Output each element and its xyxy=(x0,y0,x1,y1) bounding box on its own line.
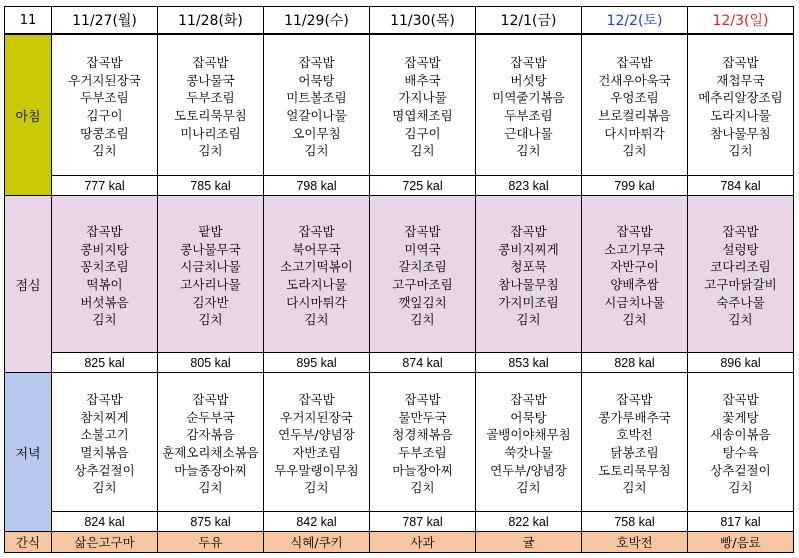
menu-item: 고구마조림 xyxy=(392,277,453,292)
menu-item: 순두부국 xyxy=(186,409,235,425)
menu-item: 잡곡밥 xyxy=(192,392,229,408)
menu-item: 청포묵 xyxy=(510,259,547,275)
kcal-value: 784 kal xyxy=(688,176,794,196)
menu-item: 소고기무국 xyxy=(604,241,665,257)
menu-cell xyxy=(688,373,794,512)
menu-item: 연두부/양념장 xyxy=(278,427,355,443)
menu-item: 무우말랭이무침 xyxy=(274,462,359,478)
menu-item: 오이무침 xyxy=(292,125,341,141)
menu-item: 김치 xyxy=(622,480,647,496)
menu-item: 북어무국 xyxy=(292,241,341,257)
kcal-value: 825 kal xyxy=(52,353,158,373)
menu-item: 골뱅이야채무침 xyxy=(486,427,571,443)
menu-item: 김구이 xyxy=(86,108,123,123)
menu-item: 가지미조림 xyxy=(498,294,559,310)
menu-cell xyxy=(370,196,476,353)
kcal-value: 758 kal xyxy=(582,512,688,532)
menu-item: 소불고기 xyxy=(80,427,129,443)
menu-cell xyxy=(52,373,158,512)
menu-item: 연두부/양념장 xyxy=(490,462,567,478)
menu-item: 도토리묵무침 xyxy=(174,108,247,123)
menu-item: 김치 xyxy=(304,312,329,328)
menu-item: 김치 xyxy=(516,312,541,328)
kcal-value: 853 kal xyxy=(476,353,582,373)
menu-cell xyxy=(370,34,476,176)
menu-cell xyxy=(688,196,794,353)
menu-item: 잡곡밥 xyxy=(616,224,653,240)
dinner-kcal-row xyxy=(5,512,794,532)
menu-item: 팥밥 xyxy=(198,224,223,240)
menu-cell xyxy=(688,34,794,176)
menu-item: 재첩무국 xyxy=(716,72,765,88)
menu-cell xyxy=(370,373,476,512)
weekly-meal-table xyxy=(4,6,794,553)
menu-item: 다시마튀각 xyxy=(286,294,347,310)
snack-item: 식혜/쿠키 xyxy=(264,532,370,553)
menu-item: 훈제오리채소볶음 xyxy=(162,445,259,460)
menu-item: 김치 xyxy=(92,143,117,159)
menu-item: 잡곡밥 xyxy=(404,55,441,71)
menu-item: 자반구이 xyxy=(610,259,659,275)
menu-item: 잡곡밥 xyxy=(722,224,759,240)
menu-item: 명엽채조림 xyxy=(392,108,453,123)
snack-item: 삶은고구마 xyxy=(52,532,158,553)
menu-item: 마늘장아찌 xyxy=(392,462,453,478)
menu-item: 코다리조림 xyxy=(710,259,771,275)
menu-item: 마늘종장아찌 xyxy=(174,462,247,478)
snack-item: 두유 xyxy=(158,532,264,553)
breakfast-kcal-row xyxy=(5,176,794,196)
lunch-kcal-row xyxy=(5,353,794,373)
menu-item: 도라지나물 xyxy=(710,108,771,123)
menu-cell xyxy=(264,373,370,512)
dinner-menu-row xyxy=(5,373,794,512)
month-label: 11 xyxy=(5,7,52,35)
menu-item: 새송이볶음 xyxy=(710,427,771,443)
menu-item: 땅콩조림 xyxy=(80,125,129,141)
menu-item: 콩나물무국 xyxy=(180,241,241,257)
day-header: 11/28(화) xyxy=(158,7,264,35)
menu-item: 도라지나물 xyxy=(286,277,347,292)
breakfast-menu-row xyxy=(5,34,794,176)
menu-item: 청경채볶음 xyxy=(392,427,453,443)
snack-label: 간식 xyxy=(5,532,52,553)
menu-cell xyxy=(264,34,370,176)
menu-item: 참치찌게 xyxy=(80,409,129,425)
menu-item: 김자반 xyxy=(192,294,229,310)
menu-item: 잡곡밥 xyxy=(86,392,123,408)
lunch-label: 점심 xyxy=(5,196,52,373)
lunch-menu-row xyxy=(5,196,794,353)
kcal-value: 875 kal xyxy=(158,512,264,532)
breakfast-label: 아침 xyxy=(5,34,52,196)
kcal-value: 805 kal xyxy=(158,353,264,373)
menu-item: 양배추쌈 xyxy=(610,277,659,292)
dinner-label: 저녁 xyxy=(5,373,52,532)
menu-item: 건새우아욱국 xyxy=(598,72,671,88)
menu-item: 시금치나물 xyxy=(180,259,241,275)
menu-item: 콩나물국 xyxy=(186,72,235,88)
menu-item: 잡곡밥 xyxy=(510,224,547,240)
menu-item: 미역국 xyxy=(404,241,441,257)
menu-item: 두부조림 xyxy=(80,90,129,106)
menu-item: 잡곡밥 xyxy=(86,55,123,71)
kcal-value: 874 kal xyxy=(370,353,476,373)
snack-item: 귤 xyxy=(476,532,582,553)
menu-item: 잡곡밥 xyxy=(722,55,759,71)
menu-item: 김치 xyxy=(92,480,117,496)
menu-item: 김치 xyxy=(516,480,541,496)
menu-item: 김치 xyxy=(516,143,541,159)
menu-item: 메추리알장조림 xyxy=(698,90,783,106)
kcal-value: 896 kal xyxy=(688,353,794,373)
menu-item: 시금치나물 xyxy=(604,294,665,310)
menu-cell xyxy=(476,34,582,176)
menu-item: 김치 xyxy=(304,480,329,496)
menu-item: 잡곡밥 xyxy=(404,224,441,240)
menu-cell xyxy=(158,34,264,176)
menu-item: 김치 xyxy=(410,143,435,159)
menu-item: 갈치조림 xyxy=(398,259,447,275)
menu-item: 잡곡밥 xyxy=(192,55,229,71)
menu-item: 닭봉조림 xyxy=(610,445,659,460)
menu-item: 김치 xyxy=(198,312,223,328)
menu-cell xyxy=(476,373,582,512)
menu-item: 어묵탕 xyxy=(298,72,335,88)
menu-item: 잡곡밥 xyxy=(298,392,335,408)
menu-item: 미트볼조림 xyxy=(286,90,347,106)
menu-cell xyxy=(476,196,582,353)
kcal-value: 823 kal xyxy=(476,176,582,196)
menu-cell xyxy=(582,196,688,353)
menu-item: 김치 xyxy=(622,143,647,159)
menu-cell xyxy=(158,196,264,353)
kcal-value: 817 kal xyxy=(688,512,794,532)
menu-item: 멸치볶음 xyxy=(80,445,129,460)
menu-item: 잡곡밥 xyxy=(404,392,441,408)
header-row xyxy=(5,7,794,35)
snack-item: 빵/음료 xyxy=(688,532,794,553)
menu-cell xyxy=(582,373,688,512)
menu-item: 참나물무침 xyxy=(498,277,559,292)
kcal-value: 799 kal xyxy=(582,176,688,196)
menu-cell xyxy=(582,34,688,176)
menu-item: 콩가루배추국 xyxy=(598,409,671,425)
menu-item: 김치 xyxy=(410,312,435,328)
menu-item: 두부조림 xyxy=(186,90,235,106)
menu-item: 도토리묵무침 xyxy=(598,462,671,478)
kcal-value: 824 kal xyxy=(52,512,158,532)
menu-item: 잡곡밥 xyxy=(722,392,759,408)
menu-item: 잡곡밥 xyxy=(510,55,547,71)
menu-item: 꽃게탕 xyxy=(722,409,759,425)
menu-item: 다시마튀각 xyxy=(604,125,665,141)
menu-item: 김치 xyxy=(728,143,753,159)
menu-item: 잡곡밥 xyxy=(86,224,123,240)
menu-item: 김치 xyxy=(622,312,647,328)
snack-row xyxy=(5,532,794,553)
menu-item: 두부조림 xyxy=(504,108,553,123)
menu-item: 김치 xyxy=(728,480,753,496)
day-header: 12/1(금) xyxy=(476,7,582,35)
menu-item: 잡곡밥 xyxy=(298,224,335,240)
menu-item: 잡곡밥 xyxy=(616,55,653,71)
menu-item: 숙주나물 xyxy=(716,294,765,310)
menu-item: 김치 xyxy=(410,480,435,496)
menu-item: 떡볶이 xyxy=(86,277,123,292)
kcal-value: 842 kal xyxy=(264,512,370,532)
menu-item: 김치 xyxy=(92,312,117,328)
snack-item: 호박전 xyxy=(582,532,688,553)
menu-item: 김치 xyxy=(304,143,329,159)
menu-item: 가지나물 xyxy=(398,90,447,106)
menu-item: 잡곡밥 xyxy=(298,55,335,71)
menu-item: 우엉조림 xyxy=(610,90,659,106)
kcal-value: 787 kal xyxy=(370,512,476,532)
menu-item: 버섯볶음 xyxy=(80,294,129,310)
menu-item: 자반조림 xyxy=(292,445,341,460)
menu-cell xyxy=(52,34,158,176)
menu-item: 꽁치조림 xyxy=(80,259,129,275)
kcal-value: 822 kal xyxy=(476,512,582,532)
menu-item: 소고기떡볶이 xyxy=(280,259,353,275)
menu-item: 근대나물 xyxy=(504,125,553,141)
day-header: 11/27(월) xyxy=(52,7,158,35)
menu-item: 고구마닭갈비 xyxy=(704,277,777,292)
menu-item: 우거지된장국 xyxy=(68,72,141,88)
menu-item: 김치 xyxy=(198,143,223,159)
menu-item: 미나리조림 xyxy=(180,125,241,141)
menu-item: 어묵탕 xyxy=(510,409,547,425)
menu-item: 김치 xyxy=(728,312,753,328)
menu-item: 콩비지탕 xyxy=(80,241,129,257)
menu-item: 잡곡밥 xyxy=(616,392,653,408)
menu-cell xyxy=(52,196,158,353)
menu-item: 배추국 xyxy=(404,72,441,88)
kcal-value: 777 kal xyxy=(52,176,158,196)
kcal-value: 785 kal xyxy=(158,176,264,196)
menu-item: 김치 xyxy=(198,480,223,496)
menu-item: 고사리나물 xyxy=(180,277,241,292)
menu-item: 미역줄기볶음 xyxy=(492,90,565,106)
kcal-value: 725 kal xyxy=(370,176,476,196)
snack-item: 사과 xyxy=(370,532,476,553)
menu-item: 콩비지찌게 xyxy=(498,241,559,257)
menu-item: 잡곡밥 xyxy=(510,392,547,408)
menu-cell xyxy=(158,373,264,512)
menu-item: 우거지된장국 xyxy=(280,409,353,425)
menu-item: 물만두국 xyxy=(398,409,447,425)
day-header-saturday: 12/2(토) xyxy=(582,7,688,35)
day-header: 11/29(수) xyxy=(264,7,370,35)
menu-item: 설렁탕 xyxy=(722,241,759,257)
menu-item: 김구이 xyxy=(404,125,441,141)
menu-item: 참나물무침 xyxy=(710,125,771,141)
kcal-value: 895 kal xyxy=(264,353,370,373)
kcal-value: 798 kal xyxy=(264,176,370,196)
menu-item: 얼갈이나물 xyxy=(286,108,347,123)
menu-item: 탕수육 xyxy=(722,445,759,460)
menu-item: 쑥갓나물 xyxy=(504,445,553,460)
menu-cell xyxy=(264,196,370,353)
menu-item: 두부조림 xyxy=(398,445,447,460)
menu-item: 상추겉절이 xyxy=(74,462,135,478)
menu-item: 버섯탕 xyxy=(510,72,547,88)
menu-item: 감자볶음 xyxy=(186,427,235,443)
day-header: 11/30(목) xyxy=(370,7,476,35)
kcal-value: 828 kal xyxy=(582,353,688,373)
menu-item: 깻잎김치 xyxy=(398,294,447,310)
menu-item: 브로컬리볶음 xyxy=(598,108,671,123)
menu-item: 상추겉절이 xyxy=(710,462,771,478)
menu-item: 호박전 xyxy=(616,427,653,443)
day-header-sunday: 12/3(일) xyxy=(688,7,794,35)
